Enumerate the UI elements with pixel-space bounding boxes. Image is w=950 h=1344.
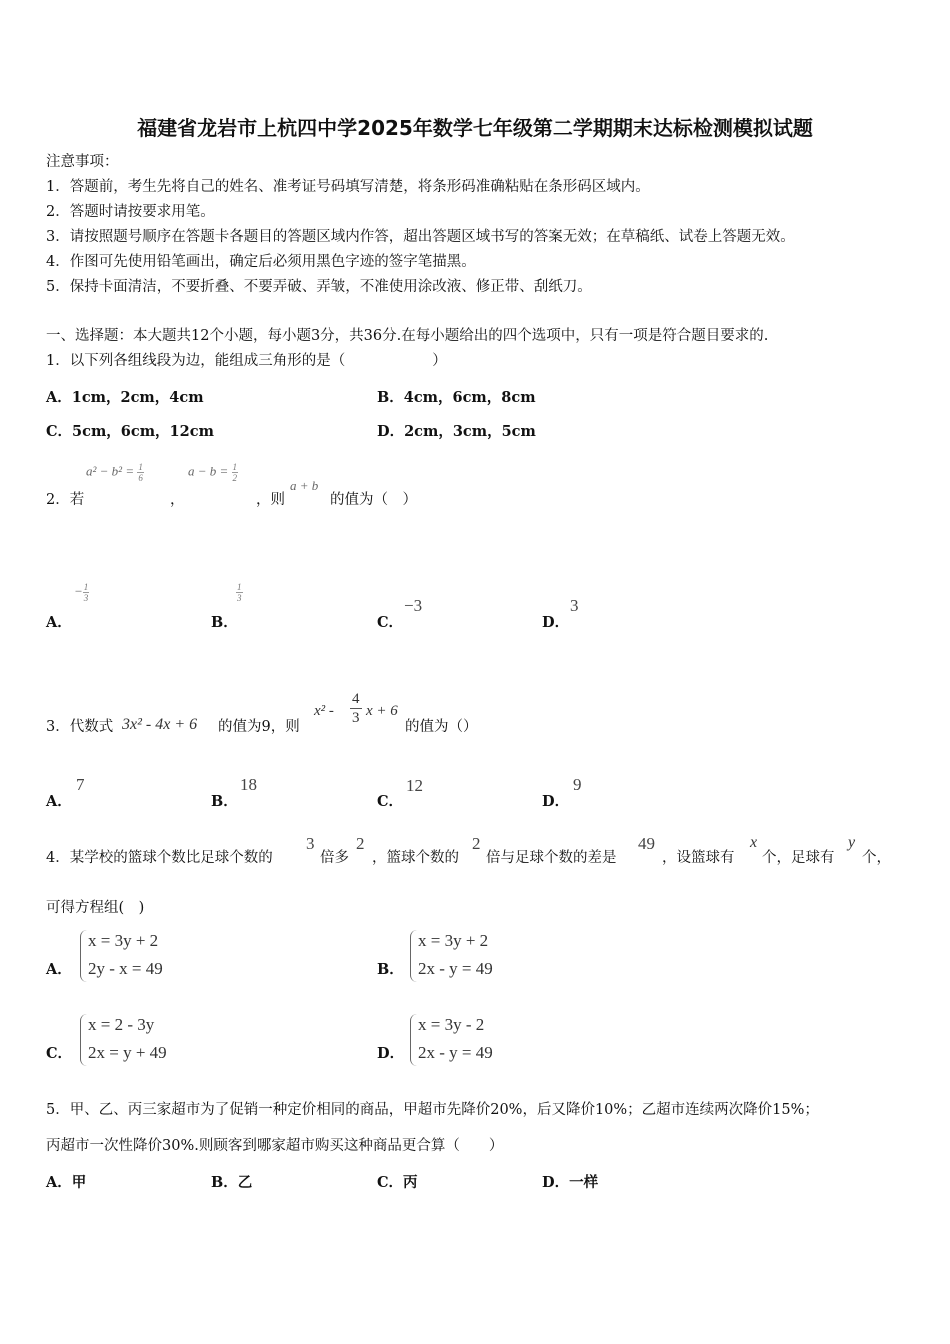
question-stem-mid: 的值为9，则 — [218, 719, 300, 735]
fraction — [137, 462, 144, 483]
option-c-label: C． — [377, 614, 404, 631]
minus-sign: − — [74, 583, 83, 599]
denominator: 3 — [237, 593, 242, 603]
option-c-value: −3 — [404, 596, 423, 615]
variable: x — [750, 834, 758, 851]
option-a: A．甲 — [46, 1174, 87, 1191]
notice-item: 1．答题前，考生先将自己的姓名、准考证号码填写清楚，将条形码准确粘贴在条形码区域内。 — [46, 179, 650, 195]
question-text: 丙超市一次性降价30%.则顾客到哪家超市购买这种商品更合算（ ） — [46, 1138, 504, 1154]
question-stem-suffix: 的值为（ ） — [330, 492, 417, 508]
question-text: 5．甲、乙、丙三家超市为了促销一种定价相同的商品，甲超市先降价20%，后又降价10%；乙超市连续两次降价15%； — [46, 1102, 819, 1118]
number: 2 — [472, 834, 481, 853]
numerator: 4 — [352, 691, 360, 707]
numerator: 1 — [232, 462, 238, 472]
question-text: 个，足球有 — [762, 850, 835, 866]
fraction — [350, 690, 362, 727]
question-stem-prefix: 3．代数式 — [46, 719, 114, 735]
equation: x = 3y + 2 — [88, 931, 159, 950]
fraction — [232, 462, 239, 483]
option-c-label: C． — [46, 1045, 73, 1062]
fraction — [83, 582, 90, 603]
separator: ， — [170, 492, 185, 508]
option-c-label: C． — [377, 793, 404, 810]
number: 49 — [638, 834, 655, 853]
denominator: 2 — [232, 473, 238, 483]
question-text: 可得方程组( ) — [46, 900, 145, 916]
number: 3 — [306, 834, 315, 853]
question-text: ，篮球个数的 — [372, 850, 459, 866]
formula: x + 6 — [366, 703, 398, 719]
equation: x = 3y + 2 — [418, 931, 489, 950]
option-b-value — [236, 582, 243, 603]
option-b: B．乙 — [211, 1174, 253, 1191]
brace-icon — [80, 1014, 87, 1066]
question-text: ，设篮球有 — [662, 850, 735, 866]
formula — [86, 462, 144, 483]
equation: 2x - y = 49 — [418, 1043, 493, 1062]
question-stem: 1．以下列各组线段为边，能组成三角形的是（ ） — [46, 353, 447, 369]
question-stem-prefix: 2．若 — [46, 492, 85, 508]
notice-item: 3．请按照题号顺序在答题卡各题目的答题区域内作答，超出答题区域书写的答案无效；在草稿纸、试卷上答题无效。 — [46, 229, 795, 245]
formula: x² - — [314, 703, 334, 719]
option-d-value: 3 — [570, 596, 579, 615]
numerator: 1 — [237, 582, 242, 592]
option-d-label: D． — [542, 793, 570, 810]
option-d-label: D． — [377, 1045, 405, 1062]
option-d: D．一样 — [542, 1174, 599, 1191]
separator: ，则 — [256, 492, 285, 508]
equation: x = 2 - 3y — [88, 1015, 155, 1034]
option-a-label: A． — [46, 961, 72, 978]
denominator: 3 — [83, 593, 89, 603]
numerator: 1 — [138, 462, 143, 472]
brace-icon — [410, 1014, 417, 1066]
page-title: 福建省龙岩市上杭四中学2025年数学七年级第二学期期末达标检测模拟试题 — [137, 116, 813, 140]
option-a-label: A． — [46, 793, 72, 810]
question-text: 个， — [862, 850, 891, 866]
question-stem-suffix: 的值为（） — [405, 719, 478, 735]
notice-heading: 注意事项： — [46, 154, 119, 170]
numerator: 1 — [83, 582, 89, 592]
option-b-label: B． — [211, 793, 238, 810]
variable: y — [848, 834, 856, 851]
equation: x = 3y - 2 — [418, 1015, 485, 1034]
formula: 3x² - 4x + 6 — [122, 716, 198, 733]
option-b-label: B． — [211, 614, 238, 631]
equation: 2x - y = 49 — [418, 959, 493, 978]
number: 2 — [356, 834, 365, 853]
option-c: C．5cm，6cm，12cm — [46, 423, 214, 440]
option-a: A．1cm，2cm，4cm — [46, 389, 204, 406]
formula-text: a − b = — [188, 463, 229, 479]
denominator: 3 — [352, 710, 360, 726]
equation: 2y - x = 49 — [88, 959, 163, 978]
fraction — [236, 582, 243, 603]
option-a-label: A． — [46, 614, 72, 631]
brace-icon — [410, 930, 417, 982]
option-d: D．2cm，3cm，5cm — [377, 423, 536, 440]
question-text: 4．某学校的篮球个数比足球个数的 — [46, 850, 273, 866]
brace-icon — [80, 930, 87, 982]
option-a-value — [74, 582, 89, 603]
formula: a + b — [290, 478, 319, 493]
formula — [188, 462, 238, 483]
question-text: 倍多 — [320, 850, 349, 866]
option-b-value: 18 — [240, 775, 257, 794]
section-heading: 一、选择题：本大题共12个小题，每小题3分，共36分.在每小题给出的四个选项中，只有一项是符合题目要求的. — [46, 328, 769, 344]
option-d-label: D． — [542, 614, 570, 631]
option-b-label: B． — [377, 961, 404, 978]
question-text: 倍与足球个数的差是 — [486, 850, 617, 866]
option-d-value: 9 — [573, 775, 582, 794]
option-c-value: 12 — [406, 776, 423, 795]
notice-item: 2．答题时请按要求用笔。 — [46, 204, 215, 220]
formula-text: a² − b² = — [86, 463, 135, 479]
option-c: C．丙 — [377, 1174, 418, 1191]
option-a-value: 7 — [76, 775, 85, 794]
option-b: B．4cm，6cm，8cm — [377, 389, 536, 406]
denominator: 6 — [138, 473, 143, 483]
notice-item: 5．保持卡面清洁，不要折叠、不要弄破、弄皱，不准使用涂改液、修正带、刮纸刀。 — [46, 279, 592, 295]
equation: 2x = y + 49 — [88, 1043, 167, 1062]
notice-item: 4．作图可先使用铅笔画出，确定后必须用黑色字迹的签字笔描黑。 — [46, 254, 476, 270]
